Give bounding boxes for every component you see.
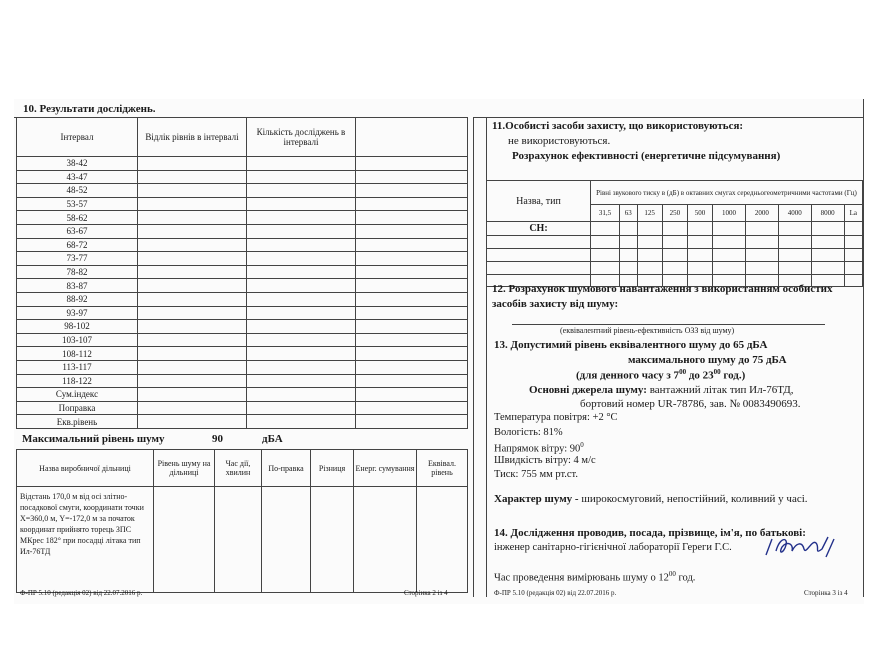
results-table	[16, 117, 468, 429]
summary-row	[17, 401, 468, 415]
max-level-unit: дБА	[262, 433, 283, 445]
signature-image	[762, 533, 840, 561]
difference-header: Різниця	[311, 450, 354, 487]
table-row	[17, 292, 468, 306]
noise-character-value: широкосмуговий, непостійний, коливний у часі.	[581, 493, 808, 505]
measurement-time: Час проведення вимірювань шуму о $12^{00}$ год.	[494, 570, 696, 584]
table-row	[17, 333, 468, 347]
summary-cell: Екв.рівень	[17, 415, 138, 429]
table-row	[17, 306, 468, 320]
table-row	[17, 374, 468, 388]
interval-cell: 108-112	[17, 347, 138, 361]
section-11-value: не використовуються.	[508, 135, 611, 147]
frequency-header: 31,5	[591, 205, 620, 222]
section-14-value: інженер санітарно-гігієнічної лабораторії Гереги Г.С.	[494, 542, 732, 553]
section-14-title: 14. Дослідження проводив, посада, прізвище, ім'я, по батькові:	[494, 527, 806, 539]
wind-speed: Швидкість вітру: 4 м/с	[494, 455, 596, 466]
interval-cell: 48-52	[17, 184, 138, 198]
interval-cell: 93-97	[17, 306, 138, 320]
left-footer-page: Сторінка 2 із 4	[404, 589, 448, 597]
interval-cell: 68-72	[17, 238, 138, 252]
frequency-header: 2000	[745, 205, 778, 222]
wind-direction: Напрямок вітру: $90^0$	[494, 441, 584, 455]
summary-row	[17, 415, 468, 429]
frequency-header: La	[844, 205, 862, 222]
empty-header	[356, 118, 468, 157]
table-row	[17, 347, 468, 361]
frequency-header: 1000	[713, 205, 746, 222]
section-11-title: 11.Особисті засоби захисту, що використовуються:	[492, 120, 744, 132]
interval-cell: 73-77	[17, 252, 138, 266]
interval-cell: 78-82	[17, 265, 138, 279]
table-row	[17, 279, 468, 293]
site-table	[16, 449, 468, 593]
frequency-header: 4000	[778, 205, 811, 222]
frequency-header: 500	[687, 205, 712, 222]
section-12-title: 12. Розрахунок шумового навантаження з використанням особистих засобів захисту від шуму:	[492, 283, 833, 310]
octave-levels-header: Рівні звукового тиску в (дБ) в октавних смугах середньогеометричними частотами (Гц)	[591, 181, 863, 205]
summary-cell: Сум.індекс	[17, 388, 138, 402]
correction-header: По-правка	[262, 450, 311, 487]
section-12-caption: (еквівалентний рівень-ефективність ОЗЗ від шуму)	[560, 326, 735, 335]
table-row	[17, 360, 468, 374]
interval-header: Інтервал	[17, 118, 138, 157]
table-row	[17, 252, 468, 266]
interval-cell: 103-107	[17, 333, 138, 347]
table-row	[17, 184, 468, 198]
interval-cell: 83-87	[17, 279, 138, 293]
summary-cell: Поправка	[17, 401, 138, 415]
noise-sources-2: бортовий номер UR-78786, зав. № 0083490693.	[580, 398, 801, 410]
table-row	[17, 211, 468, 225]
section-13-line-2: максимального шуму до 75 дБА	[628, 354, 787, 366]
interval-cell: 98-102	[17, 320, 138, 334]
humidity: Вологість: 81%	[494, 427, 563, 438]
table-row	[17, 197, 468, 211]
octave-table	[486, 180, 863, 287]
interval-cell: 88-92	[17, 292, 138, 306]
table-row	[17, 170, 468, 184]
duration-header: Час дії, хвилин	[215, 450, 262, 487]
frequency-header: 125	[637, 205, 662, 222]
interval-cell: 113-117	[17, 360, 138, 374]
site-description: Відстань 170,0 м від осі злітно-посадкової смуги, координати точки X=360,0 м, Y=-172,0 м за початок координат прийнято торець ЗПС МКрес 182° при посадці літака тип Ил-76ТД	[17, 487, 154, 593]
pressure: Тиск: 755 мм рт.ст.	[494, 469, 578, 480]
interval-cell: 118-122	[17, 374, 138, 388]
readings-header: Відлік рівнів в інтервалі	[138, 118, 247, 157]
noise-character	[494, 493, 808, 505]
count-header: Кількість досліджень в інтервалі	[247, 118, 356, 157]
max-level-value: 90	[212, 433, 223, 445]
interval-cell: 58-62	[17, 211, 138, 225]
section-10-title: 10. Результати досліджень.	[23, 103, 156, 115]
table-row	[17, 224, 468, 238]
name-type-header: Назва, тип	[487, 181, 591, 222]
energy-sum-header: Енерг. сумування	[354, 450, 417, 487]
air-temperature: Температура повітря: +2 °С	[494, 412, 618, 423]
frequency-header: 63	[620, 205, 638, 222]
site-name-header: Назва виробничої дільниці	[17, 450, 154, 487]
frequency-header: 250	[662, 205, 687, 222]
section-13-line-1: 13. Допустимий рівень еквівалентного шуму до 65 дБА	[494, 339, 768, 351]
interval-cell: 53-57	[17, 197, 138, 211]
interval-cell: 38-42	[17, 157, 138, 171]
site-level-header: Рівень шуму на дільниці	[154, 450, 215, 487]
left-footer-form: Ф-ПР 5.10 (редакція 02) від 22.07.2016 р.	[20, 589, 143, 597]
summary-row	[17, 388, 468, 402]
frequency-header: 8000	[811, 205, 844, 222]
equivalent-level-header: Еквівал. рівень	[417, 450, 468, 487]
section-13-line-3: (для денного часу з $7^{00}$ до $23^{00}$ год.)	[576, 368, 746, 382]
table-row	[17, 157, 468, 171]
noise-character-label: Характер шуму -	[494, 493, 582, 505]
noise-sources-value: вантажний літак тип Ил-76ТД,	[646, 384, 794, 396]
right-footer-form: Ф-ПР 5.10 (редакція 02) від 22.07.2016 р.	[494, 589, 617, 597]
noise-sources	[529, 384, 794, 396]
max-level-label: Максимальний рівень шуму	[22, 433, 165, 445]
right-footer-page: Сторінка 3 із 4	[804, 589, 848, 597]
table-row	[17, 265, 468, 279]
efficiency-title: Розрахунок ефективності (енергетичне підсумування)	[512, 150, 781, 162]
noise-sources-label: Основні джерела шуму:	[529, 384, 647, 396]
table-row	[17, 238, 468, 252]
ch-row-label: СН:	[487, 222, 591, 236]
interval-cell: 63-67	[17, 224, 138, 238]
table-row	[17, 320, 468, 334]
interval-cell: 43-47	[17, 170, 138, 184]
